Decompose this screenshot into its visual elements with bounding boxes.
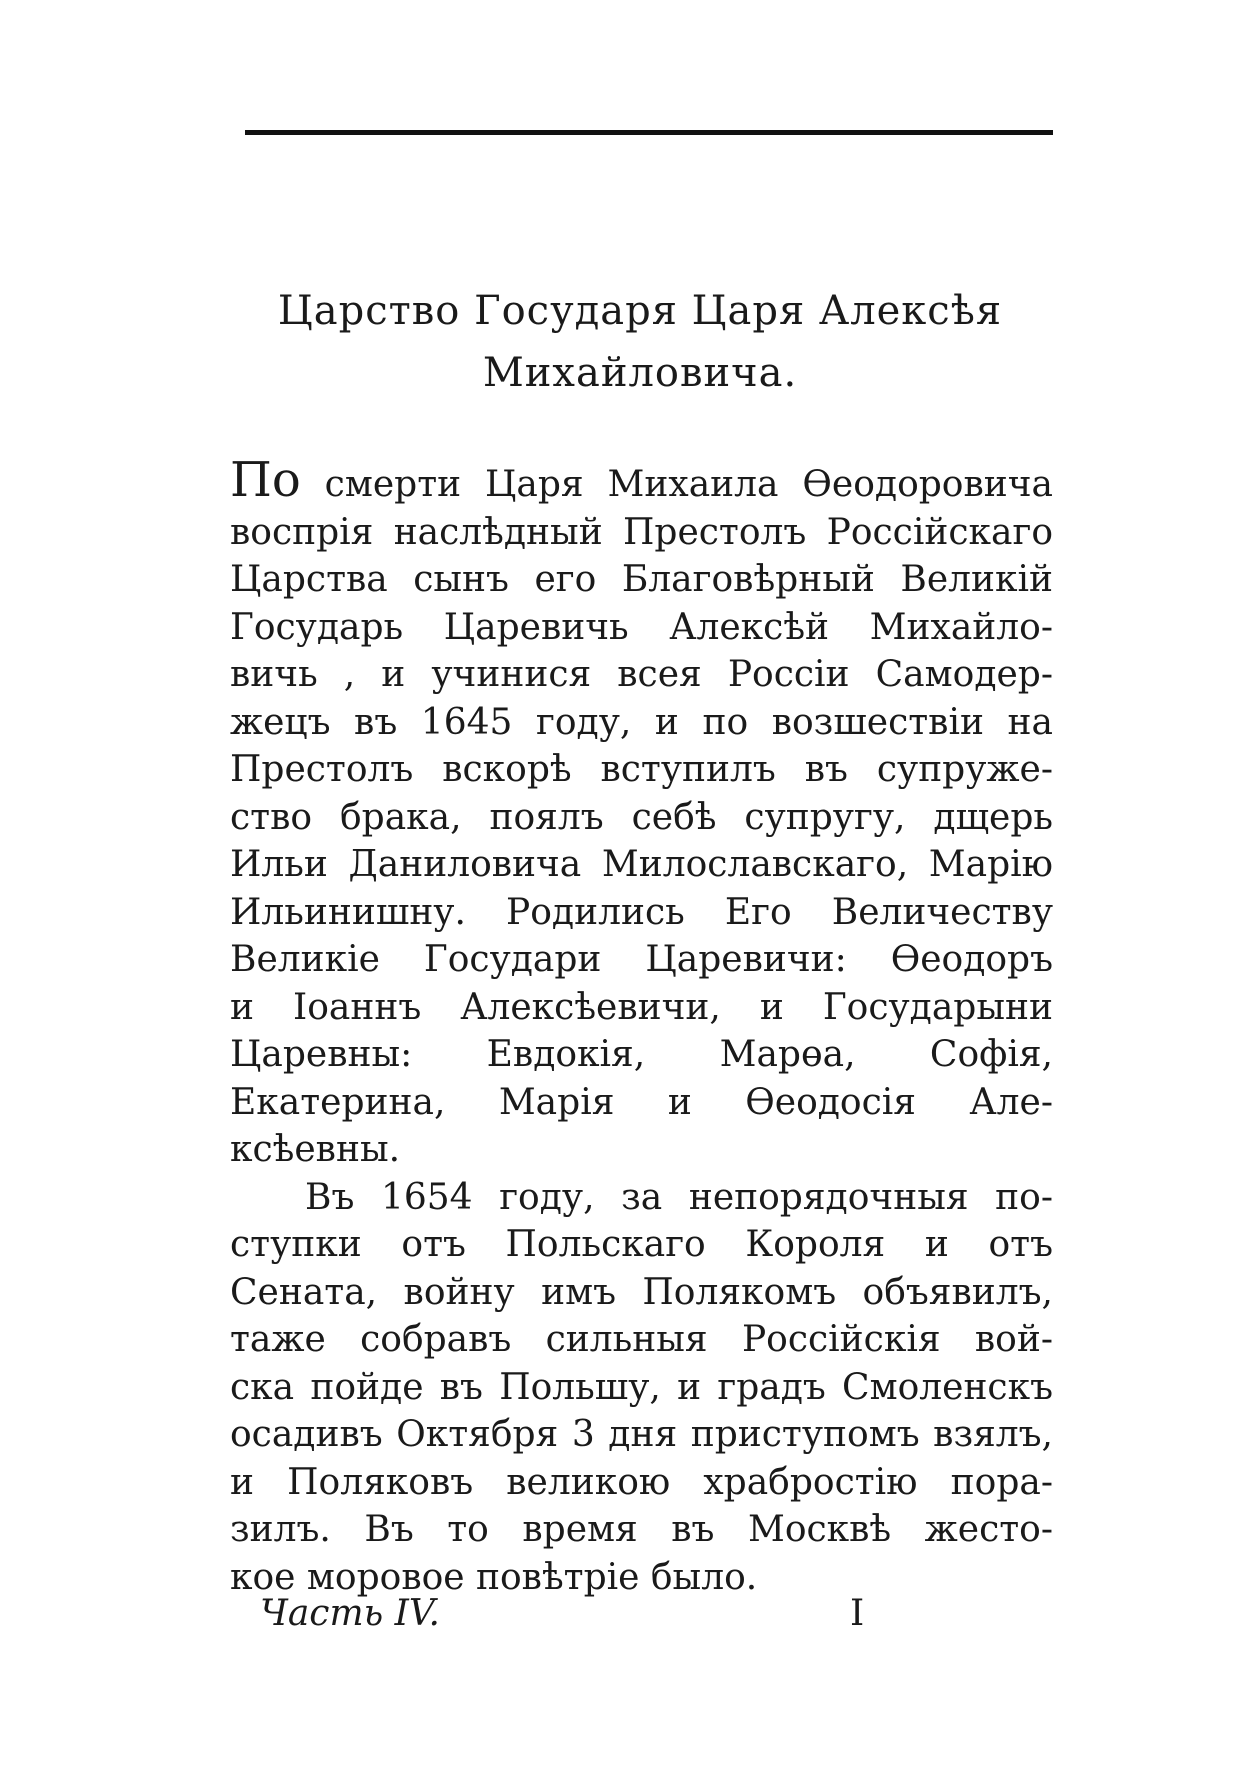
- text-line: жецъ въ 1645 году, и по возшествіи на: [230, 701, 1053, 743]
- text-line: По смерти Царя Михаила Өеодоровича: [230, 452, 1053, 508]
- text-line: Ильи Даниловича Милославскаго, Марію: [230, 844, 1053, 885]
- signature-mark: Часть IV.: [260, 1593, 440, 1634]
- text-line: ство брака, поялъ себѣ супругу, дщерь: [230, 796, 1053, 838]
- text-line: Великіе Государи Царевичи: Өеодоръ: [230, 939, 1053, 980]
- text-line: ксѣевны.: [230, 1129, 401, 1170]
- text-line: Екатерина, Марія и Өеодосія Але-: [230, 1081, 1053, 1123]
- text-line: Государь Царевичь Алексѣй Михайло-: [230, 606, 1053, 648]
- text-line: ска пойде въ Польшу, и градъ Смоленскъ: [230, 1366, 1053, 1408]
- title-line-1: Царство Государя Царя Алексѣя: [277, 288, 1003, 334]
- text-line: зилъ. Въ то время въ Москвѣ жесто-: [230, 1509, 1053, 1550]
- text-line: ступки отъ Польскаго Короля и отъ: [230, 1224, 1053, 1265]
- text-line: Престолъ вскорѣ вступилъ въ супруже-: [230, 749, 1053, 790]
- text-line: вичь , и учинися всея Россіи Самодер-: [230, 654, 1053, 695]
- text-line: и Іоаннъ Алексѣевичи, и Государыни: [230, 986, 1053, 1028]
- text-line: Царевны: Евдокія, Марөа, Софія,: [230, 1034, 1053, 1075]
- page-number: I: [850, 1593, 865, 1634]
- drop-cap: По: [230, 452, 301, 508]
- text-line: таже собравъ сильныя Россійскія вой-: [230, 1319, 1053, 1360]
- title-line-2: Михайловича.: [482, 350, 798, 396]
- page-title: [220, 280, 1060, 404]
- text-line: осадивъ Октября 3 дня приступомъ взялъ,: [230, 1414, 1053, 1455]
- text-line: Сената, войну имъ Полякомъ объявилъ,: [230, 1271, 1053, 1313]
- text-line: Ильинишну. Родились Его Величеству: [230, 891, 1053, 933]
- text-line: воспрія наслѣдный Престолъ Россійскаго: [230, 511, 1053, 553]
- text-line: Царства сынъ его Благовѣрный Великій: [230, 559, 1053, 600]
- text-line: кое моровое повѣтріе было.: [230, 1556, 758, 1598]
- text-line: и Поляковъ великою храбростію пора-: [230, 1461, 1053, 1503]
- top-rule: [245, 130, 1053, 135]
- text-line: Въ 1654 году, за непорядочныя по-: [305, 1176, 1053, 1218]
- body-text: [230, 452, 1053, 1601]
